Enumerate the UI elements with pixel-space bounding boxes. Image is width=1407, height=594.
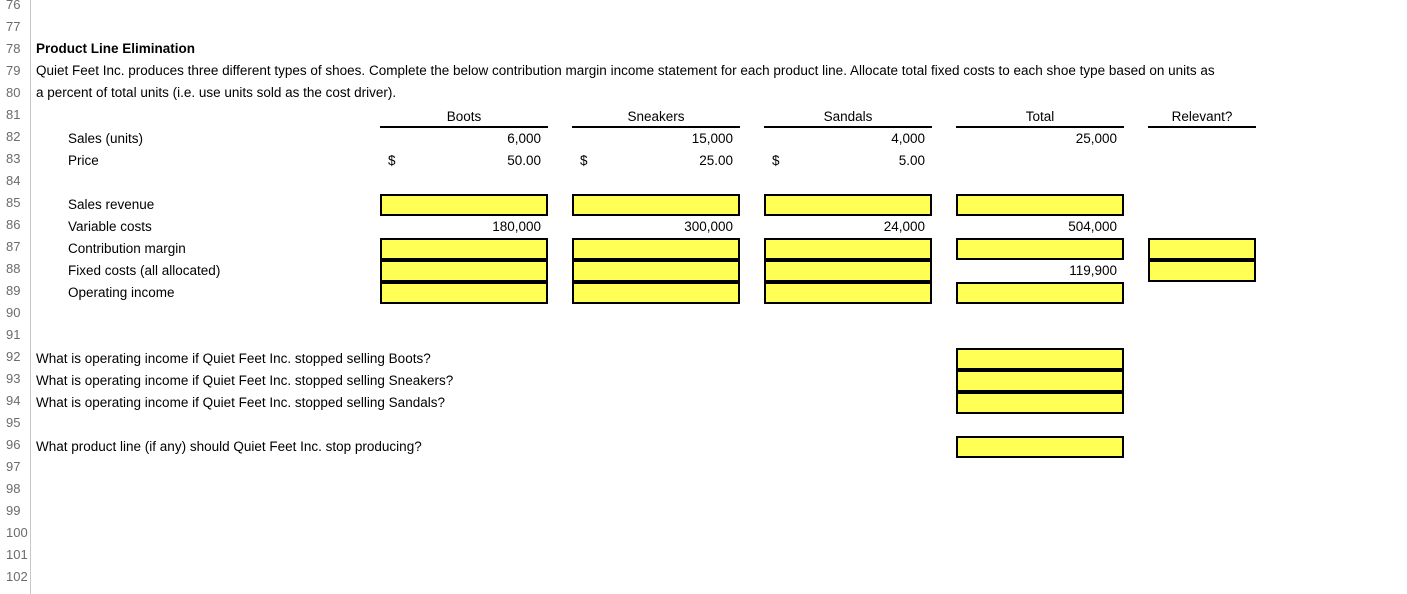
sneakers-price[interactable]: 25.00 xyxy=(699,153,733,168)
sneakers-sales-revenue-input[interactable] xyxy=(572,194,740,216)
label-price: Price xyxy=(68,153,99,168)
question-stop-sandals: What is operating income if Quiet Feet Inc. stopped selling Sandals? xyxy=(36,395,445,410)
row-number[interactable]: 94 xyxy=(6,393,21,408)
row-number[interactable]: 100 xyxy=(6,525,28,540)
boots-sales-revenue-input[interactable] xyxy=(380,194,548,216)
row-number[interactable]: 89 xyxy=(6,283,21,298)
sneakers-contribution-margin-input[interactable] xyxy=(572,238,740,260)
row-number[interactable]: 92 xyxy=(6,349,21,364)
sneakers-operating-income-input[interactable] xyxy=(572,282,740,304)
header-boots: Boots xyxy=(380,106,548,128)
sandals-contribution-margin-input[interactable] xyxy=(764,238,932,260)
header-sandals: Sandals xyxy=(764,106,932,128)
label-sales-revenue: Sales revenue xyxy=(68,197,155,212)
row-number[interactable]: 101 xyxy=(6,547,28,562)
total-operating-income-input[interactable] xyxy=(956,282,1124,304)
sandals-sales-revenue-input[interactable] xyxy=(764,194,932,216)
row-number[interactable]: 77 xyxy=(6,19,21,34)
row-number[interactable]: 79 xyxy=(6,63,21,78)
boots-price[interactable]: 50.00 xyxy=(507,153,541,168)
row-number[interactable]: 85 xyxy=(6,195,21,210)
relevant-fixed-costs-input[interactable] xyxy=(1148,260,1256,282)
question-stop-sneakers: What is operating income if Quiet Feet Inc. stopped selling Sneakers? xyxy=(36,373,454,388)
row-number[interactable]: 86 xyxy=(6,217,21,232)
row-number[interactable]: 88 xyxy=(6,261,21,276)
answer-stop-sandals-input[interactable] xyxy=(956,392,1124,414)
row-number-gutter xyxy=(0,0,31,594)
total-sales-revenue-input[interactable] xyxy=(956,194,1124,216)
sandals-price[interactable]: 5.00 xyxy=(898,153,925,168)
label-operating-income: Operating income xyxy=(68,285,175,300)
row-number[interactable]: 78 xyxy=(6,41,21,56)
row-number[interactable]: 90 xyxy=(6,305,21,320)
answer-stop-boots-input[interactable] xyxy=(956,348,1124,370)
label-sales-units: Sales (units) xyxy=(68,131,144,146)
row-number[interactable]: 80 xyxy=(6,85,21,100)
row-number[interactable]: 97 xyxy=(6,459,21,474)
total-units[interactable]: 25,000 xyxy=(1075,131,1117,146)
sandals-price-currency: $ xyxy=(772,153,780,168)
label-contribution-margin: Contribution margin xyxy=(68,241,186,256)
description-line-2: a percent of total units (i.e. use units sold as the cost driver). xyxy=(36,85,397,100)
sandals-fixed-costs-input[interactable] xyxy=(764,260,932,282)
sandals-units[interactable]: 4,000 xyxy=(891,131,925,146)
sneakers-fixed-costs-input[interactable] xyxy=(572,260,740,282)
row-number[interactable]: 82 xyxy=(6,129,21,144)
boots-variable-costs[interactable]: 180,000 xyxy=(492,219,541,234)
boots-fixed-costs-input[interactable] xyxy=(380,260,548,282)
sandals-operating-income-input[interactable] xyxy=(764,282,932,304)
row-number[interactable]: 83 xyxy=(6,151,21,166)
boots-units[interactable]: 6,000 xyxy=(507,131,541,146)
header-sneakers: Sneakers xyxy=(572,106,740,128)
question-stop-producing: What product line (if any) should Quiet Feet Inc. stop producing? xyxy=(36,439,422,454)
row-number[interactable]: 81 xyxy=(6,107,21,122)
boots-contribution-margin-input[interactable] xyxy=(380,238,548,260)
sneakers-units[interactable]: 15,000 xyxy=(691,131,733,146)
description-line-1: Quiet Feet Inc. produces three different types of shoes. Complete the below contribution margin income statement for each product line. Allocate total fixed costs to each shoe type based on units as xyxy=(36,63,1215,78)
relevant-contribution-margin-input[interactable] xyxy=(1148,238,1256,260)
label-variable-costs: Variable costs xyxy=(68,219,152,234)
row-number[interactable]: 96 xyxy=(6,437,21,452)
label-fixed-costs: Fixed costs (all allocated) xyxy=(68,263,221,278)
total-variable-costs[interactable]: 504,000 xyxy=(1068,219,1117,234)
total-contribution-margin-input[interactable] xyxy=(956,238,1124,260)
row-number[interactable]: 102 xyxy=(6,569,28,584)
boots-operating-income-input[interactable] xyxy=(380,282,548,304)
row-number[interactable]: 98 xyxy=(6,481,21,496)
answer-stop-sneakers-input[interactable] xyxy=(956,370,1124,392)
total-fixed-costs[interactable]: 119,900 xyxy=(1069,263,1117,278)
row-number[interactable]: 87 xyxy=(6,239,21,254)
row-number[interactable]: 91 xyxy=(6,327,21,342)
header-total: Total xyxy=(956,106,1124,128)
header-relevant: Relevant? xyxy=(1148,106,1256,128)
row-number[interactable]: 76 xyxy=(6,0,21,12)
row-number[interactable]: 93 xyxy=(6,371,21,386)
section-title: Product Line Elimination xyxy=(36,41,196,56)
question-stop-boots: What is operating income if Quiet Feet Inc. stopped selling Boots? xyxy=(36,351,431,366)
row-number[interactable]: 99 xyxy=(6,503,21,518)
sneakers-price-currency: $ xyxy=(580,153,588,168)
sandals-variable-costs[interactable]: 24,000 xyxy=(883,219,925,234)
row-number[interactable]: 95 xyxy=(6,415,21,430)
row-number[interactable]: 84 xyxy=(6,173,21,188)
sneakers-variable-costs[interactable]: 300,000 xyxy=(684,219,733,234)
answer-stop-producing-input[interactable] xyxy=(956,436,1124,458)
boots-price-currency: $ xyxy=(388,153,396,168)
